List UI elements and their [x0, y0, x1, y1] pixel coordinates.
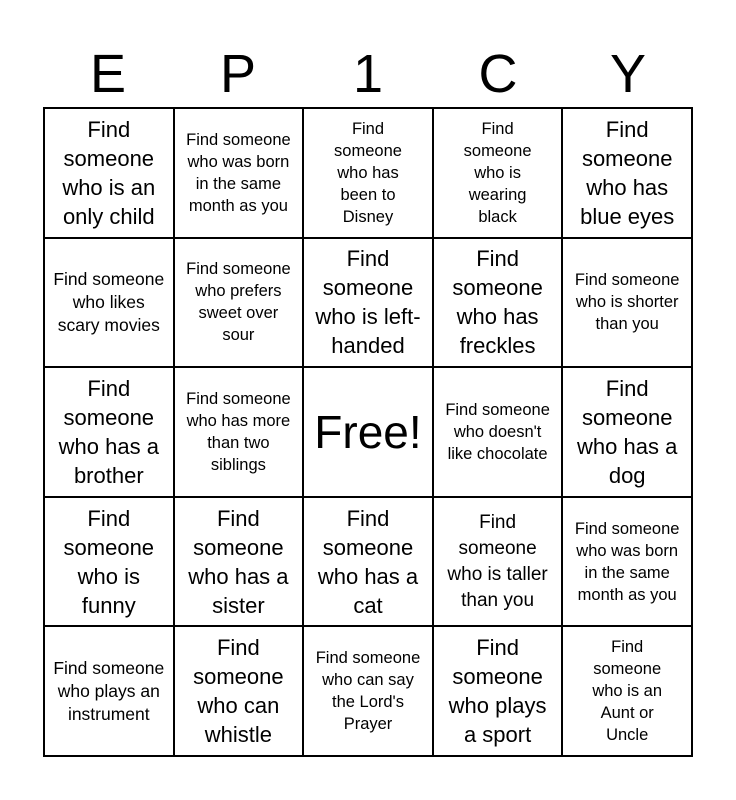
bingo-cell-text: Find someone who is an only child: [62, 116, 156, 229]
bingo-cell-r1c5[interactable]: [563, 109, 693, 239]
bingo-cell-r1c1[interactable]: [45, 109, 175, 239]
bingo-cell-r1c3[interactable]: [304, 109, 434, 239]
bingo-cell-r4c2[interactable]: [175, 498, 305, 628]
bingo-cell-text: Find someone who doesn't like chocolate: [445, 400, 550, 463]
bingo-cell-text: Find someone who is an Aunt or Uncle: [592, 638, 663, 745]
bingo-cell-text: Find someone who likes scary movies: [53, 268, 165, 335]
bingo-cell-r4c3[interactable]: [304, 498, 434, 628]
bingo-cell-text: Find someone who is funny: [63, 505, 155, 618]
bingo-cell-text: Find someone who has a cat: [317, 505, 419, 618]
bingo-cell-r3c2[interactable]: [175, 368, 305, 498]
bingo-cell-r5c2[interactable]: [175, 627, 305, 757]
bingo-header: [43, 40, 693, 108]
bingo-board: [43, 107, 693, 757]
bingo-cell-r4c5[interactable]: [563, 498, 693, 628]
bingo-cell-text: Find someone who has more than two siblings: [186, 389, 291, 474]
header-letter-3: 1: [352, 44, 384, 104]
free-space[interactable]: [304, 368, 434, 498]
bingo-cell-r5c5[interactable]: [563, 627, 693, 757]
bingo-cell-text: Find someone who plays an instrument: [53, 657, 165, 724]
bingo-cell-text: Find someone who was born in the same month as you: [574, 519, 680, 604]
bingo-cell-r2c4[interactable]: [434, 239, 564, 369]
header-letter-5: Y: [609, 44, 647, 104]
header-letter-2: P: [219, 44, 257, 104]
bingo-cell-text: Find someone who has been to Disney: [334, 119, 402, 226]
bingo-cell-text: Find someone who is shorter than you: [574, 271, 680, 334]
bingo-cell-text: Find someone who has blue eyes: [580, 116, 675, 229]
bingo-cell-r2c1[interactable]: [45, 239, 175, 369]
bingo-cell-text: Find someone who prefers sweet over sour: [186, 260, 291, 345]
bingo-cell-text: Find someone who has a sister: [188, 505, 289, 618]
bingo-cell-text: Find someone who can whistle: [193, 635, 284, 748]
bingo-cell-r5c1[interactable]: [45, 627, 175, 757]
free-space-text: Free!: [314, 405, 422, 458]
bingo-cell-r3c4[interactable]: [434, 368, 564, 498]
bingo-cell-text: Find someone who plays a sport: [448, 635, 547, 748]
bingo-cell-text: Find someone who is wearing black: [463, 119, 532, 226]
bingo-cell-text: Find someone who is left-handed: [315, 246, 421, 359]
bingo-cell-r2c5[interactable]: [563, 239, 693, 369]
bingo-cell-r1c2[interactable]: [175, 109, 305, 239]
header-letter-1: E: [89, 44, 127, 104]
bingo-cell-text: Find someone who is taller than you: [447, 511, 548, 611]
bingo-cell-r5c4[interactable]: [434, 627, 564, 757]
bingo-cell-r4c1[interactable]: [45, 498, 175, 628]
bingo-cell-r3c5[interactable]: [563, 368, 693, 498]
header-letter-4: C: [478, 44, 518, 104]
bingo-cell-r2c3[interactable]: [304, 239, 434, 369]
bingo-cell-text: Find someone who was born in the same month as you: [186, 130, 291, 215]
bingo-cell-r2c2[interactable]: [175, 239, 305, 369]
bingo-cell-text: Find someone who has a dog: [577, 375, 678, 488]
bingo-cell-r1c4[interactable]: [434, 109, 564, 239]
bingo-cell-r5c3[interactable]: [304, 627, 434, 757]
bingo-cell-text: Find someone who has a brother: [58, 375, 159, 488]
bingo-cell-text: Find someone who has freckles: [452, 246, 543, 359]
bingo-cell-text: Find someone who can say the Lord's Prayer: [315, 649, 421, 734]
bingo-cell-r3c1[interactable]: [45, 368, 175, 498]
bingo-cell-r4c4[interactable]: [434, 498, 564, 628]
